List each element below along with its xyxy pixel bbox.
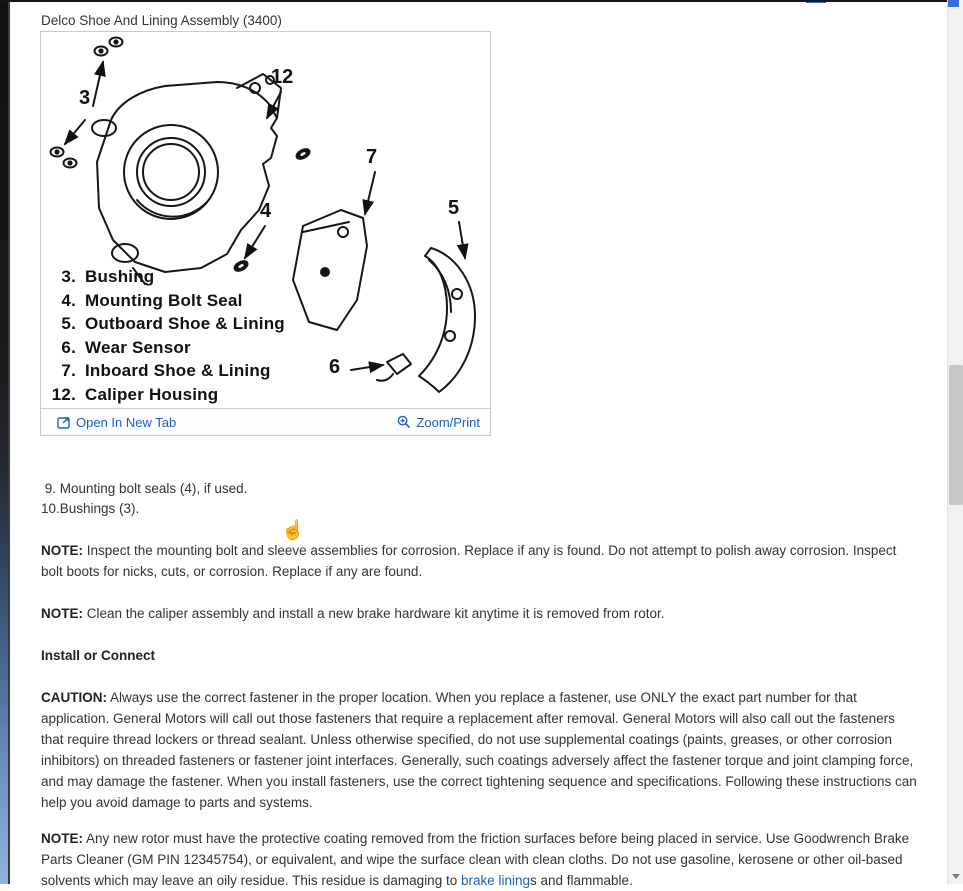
callout-3: 3: [79, 88, 90, 108]
figure-box: [40, 31, 491, 436]
open-in-new-tab-icon: [57, 416, 71, 429]
note-label: NOTE:: [41, 831, 83, 846]
note-label: NOTE:: [41, 543, 83, 558]
window-left-border: [8, 0, 10, 884]
list-item-9: 9. Mounting bolt seals (4), if used.: [41, 479, 918, 499]
cutoff-icon-fragment: [948, 0, 959, 7]
open-in-new-tab-link[interactable]: Open In New Tab: [57, 415, 176, 430]
magnifier-plus-icon: [397, 415, 411, 429]
legend-row: 5. Outboard Shoe & Lining: [51, 312, 285, 336]
caution-paragraph: CAUTION: Always use the correct fastener in the proper location. When you replace a fastener, use ONLY the exact part number for that application. General Motors will call out those fasteners that require a replacement after removal. General Motors will also call out the fasteners that require thread lockers or thread sealant. Unless otherwise specified, do not use supplemental coatings (paints, greases, or other corrosion inhibitors) on threaded fasteners or fastener joint interfaces. Generally, such coatings adversely affect the fastener torque and joint clamping force, and may damage the fastener. When you install fasteners, use the correct tightening sequence and specifications. Following these instructions can help you avoid damage to parts and systems.: [41, 687, 918, 813]
note-paragraph-3: NOTE: Any new rotor must have the protective coating removed from the friction surfaces before being placed in service. Use Goodwrench Brake Parts Cleaner (GM PIN 12345754), or equivalent, and wipe the surface clean with clean cloths. Do not use gasoline, kerosene or other oil-based solvents which may leave an oily residue. This residue is damaging to brake linings and flammable.: [41, 828, 918, 891]
brake-lining-link[interactable]: brake lining: [461, 873, 530, 888]
article-body: [41, 479, 918, 891]
scrollbar-thumb[interactable]: [949, 365, 963, 505]
figure-toolbar: [41, 408, 490, 435]
section-heading: Install or Connect: [41, 645, 918, 666]
list-item-10: 10.Bushings (3).: [41, 499, 918, 519]
cursor-hand-icon: ☝: [281, 518, 305, 542]
note-paragraph-1: NOTE: Inspect the mounting bolt and sleeve assemblies for corrosion. Replace if any is found. Do not attempt to polish away corrosion. Inspect bolt boots for nicks, cuts, or corrosion. Replace if any are found.: [41, 540, 918, 582]
callout-7: 7: [366, 147, 377, 167]
legend-row: 6. Wear Sensor: [51, 336, 285, 360]
note-label: NOTE:: [41, 606, 83, 621]
figure-legend: [51, 265, 285, 406]
callout-12: 12: [271, 67, 293, 87]
legend-row: 3. Bushing: [51, 265, 285, 289]
desktop-edge-strip: [0, 0, 8, 884]
vertical-scrollbar[interactable]: [947, 0, 963, 884]
callout-5: 5: [448, 198, 459, 218]
legend-row: 12. Caliper Housing: [51, 383, 285, 407]
caution-label: CAUTION:: [41, 690, 107, 705]
note-paragraph-2: NOTE: Clean the caliper assembly and install a new brake hardware kit anytime it is removed from rotor.: [41, 603, 918, 624]
caliper-diagram: [41, 32, 490, 409]
scroll-down-button[interactable]: [948, 868, 963, 884]
figure-title: Delco Shoe And Lining Assembly (3400): [41, 13, 282, 28]
callout-4: 4: [260, 201, 271, 221]
legend-row: 4. Mounting Bolt Seal: [51, 289, 285, 313]
callout-6: 6: [329, 357, 340, 377]
zoom-print-link[interactable]: Zoom/Print: [397, 415, 480, 430]
window-top-edge: [0, 0, 963, 2]
legend-row: 7. Inboard Shoe & Lining: [51, 359, 285, 383]
